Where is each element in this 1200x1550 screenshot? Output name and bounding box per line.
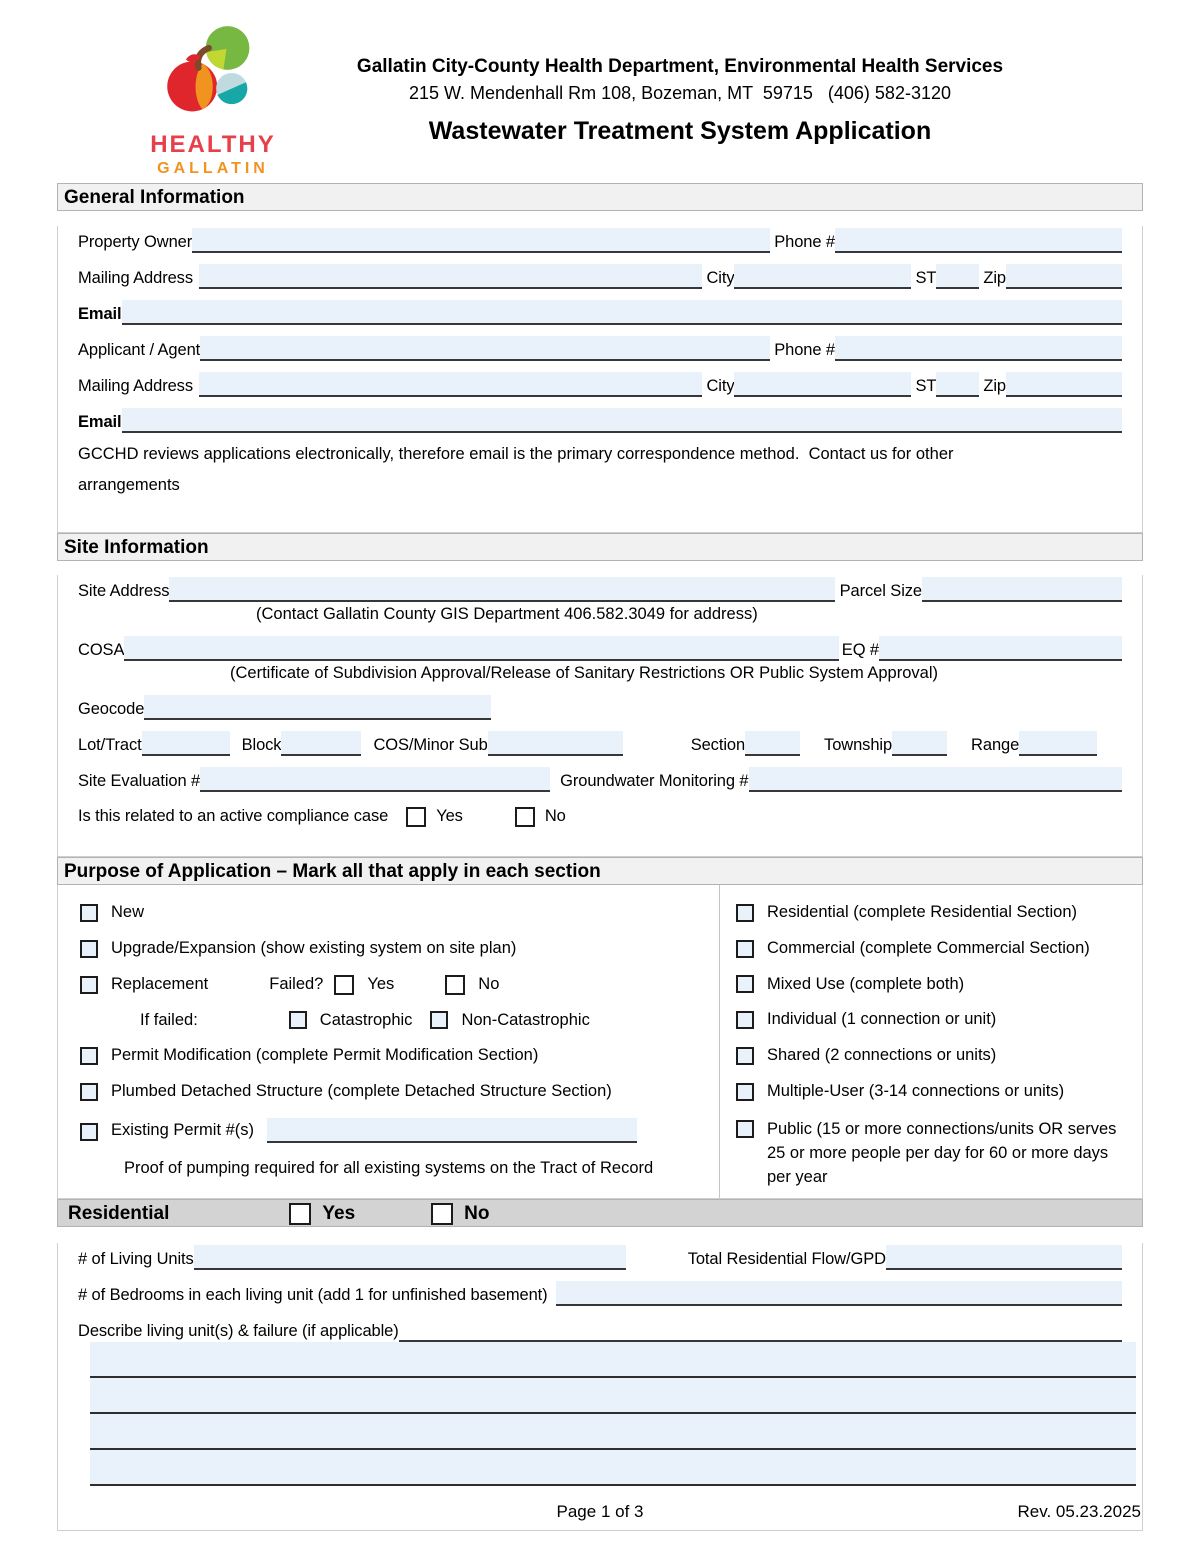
compliance-yes-checkbox[interactable]	[406, 807, 426, 827]
commercial-purpose-label: Commercial (complete Commercial Section)	[767, 938, 1090, 957]
multiple-user-label: Multiple-User (3-14 connections or units)	[767, 1081, 1065, 1100]
applicant-email-input[interactable]	[122, 408, 1122, 433]
cosa-label: COSA	[78, 640, 125, 659]
purpose-right-column	[720, 885, 1142, 1198]
applicant-city-label: City	[706, 376, 735, 395]
replacement-label: Replacement	[111, 974, 209, 993]
header-text	[225, 56, 1135, 146]
applicant-mailing-address-label: Mailing Address	[78, 376, 193, 395]
eq-number-input[interactable]	[879, 636, 1122, 661]
site-evaluation-input[interactable]	[200, 767, 550, 792]
failed-question-label: Failed?	[269, 974, 324, 993]
geocode-label: Geocode	[78, 699, 145, 718]
owner-st-label: ST	[915, 268, 937, 287]
cos-minor-sub-label: COS/Minor Sub	[373, 735, 488, 754]
catastrophic-label: Catastrophic	[319, 1010, 413, 1029]
org-address: 215 W. Mendenhall Rm 108, Bozeman, MT 59715 (406) 582-3120	[409, 83, 951, 103]
bedrooms-label: # of Bedrooms in each living unit (add 1 for unfinished basement)	[78, 1285, 548, 1304]
eq-number-label: EQ #	[841, 640, 879, 659]
general-information-section	[57, 183, 1143, 533]
revision-date: Rev. 05.23.2025	[1017, 1502, 1141, 1521]
range-input[interactable]	[1019, 731, 1097, 756]
property-owner-input[interactable]	[192, 228, 770, 253]
site-information-body	[57, 575, 1143, 857]
permit-modification-checkbox[interactable]	[80, 1047, 98, 1065]
applicant-st-input[interactable]	[936, 372, 979, 397]
parcel-size-input[interactable]	[922, 577, 1122, 602]
site-evaluation-label: Site Evaluation #	[78, 771, 201, 790]
page-header	[0, 0, 1200, 183]
failed-no-label: No	[478, 974, 500, 993]
compliance-yes-label: Yes	[436, 807, 463, 826]
owner-email-input[interactable]	[122, 300, 1122, 325]
cosa-input[interactable]	[124, 636, 838, 661]
residential-no-label: No	[464, 1203, 490, 1224]
individual-label: Individual (1 connection or unit)	[767, 1010, 997, 1029]
applicant-zip-input[interactable]	[1006, 372, 1122, 397]
describe-line-4[interactable]	[90, 1450, 1136, 1486]
total-flow-input[interactable]	[886, 1245, 1122, 1270]
applicant-mailing-address-input[interactable]	[199, 372, 702, 397]
residential-purpose-checkbox[interactable]	[736, 904, 754, 922]
describe-line-2[interactable]	[90, 1378, 1136, 1414]
geocode-input[interactable]	[144, 695, 491, 720]
owner-st-input[interactable]	[936, 264, 979, 289]
individual-checkbox[interactable]	[736, 1011, 754, 1029]
email-correspondence-note-line2: arrangements	[78, 476, 180, 494]
property-owner-label: Property Owner	[78, 232, 193, 251]
residential-header	[57, 1199, 1143, 1227]
plumbed-detached-checkbox[interactable]	[80, 1083, 98, 1101]
non-catastrophic-label: Non-Catastrophic	[461, 1010, 590, 1029]
site-information-section	[57, 533, 1143, 857]
compliance-no-label: No	[544, 807, 566, 826]
owner-zip-label: Zip	[983, 268, 1006, 287]
owner-zip-input[interactable]	[1006, 264, 1122, 289]
purpose-section	[57, 857, 1143, 1199]
mixed-use-checkbox[interactable]	[736, 975, 754, 993]
general-information-body	[57, 226, 1143, 533]
applicant-phone-input[interactable]	[835, 336, 1122, 361]
owner-email-label: Email	[78, 304, 122, 323]
applicant-city-input[interactable]	[734, 372, 911, 397]
residential-yes-label: Yes	[322, 1203, 356, 1224]
org-name: Gallatin City-County Health Department, Environmental Health Services	[356, 56, 1004, 77]
public-checkbox[interactable]	[736, 1120, 754, 1138]
applicant-agent-input[interactable]	[200, 336, 770, 361]
lot-tract-input[interactable]	[142, 731, 230, 756]
page-number: Page 1 of 3	[556, 1502, 644, 1521]
logo-word-healthy: HEALTHY	[150, 131, 276, 158]
residential-purpose-label: Residential (complete Residential Section)	[767, 903, 1077, 921]
compliance-case-label: Is this related to an active compliance case	[78, 807, 389, 826]
general-information-header: General Information	[57, 183, 1143, 211]
failed-yes-checkbox[interactable]	[334, 975, 354, 995]
residential-no-checkbox[interactable]	[431, 1203, 453, 1225]
existing-permit-input[interactable]	[267, 1118, 637, 1143]
owner-phone-input[interactable]	[835, 228, 1122, 253]
block-label: Block	[241, 735, 282, 754]
permit-modification-label: Permit Modification (complete Permit Modification Section)	[111, 1046, 539, 1065]
page-footer	[57, 1502, 1143, 1532]
multiple-user-checkbox[interactable]	[736, 1083, 754, 1101]
existing-permit-label: Existing Permit #(s)	[111, 1121, 255, 1140]
compliance-no-checkbox[interactable]	[515, 807, 535, 827]
groundwater-monitoring-input[interactable]	[749, 767, 1122, 792]
describe-line-1[interactable]	[90, 1342, 1136, 1378]
existing-permit-checkbox[interactable]	[80, 1123, 98, 1141]
commercial-purpose-checkbox[interactable]	[736, 940, 754, 958]
shared-checkbox[interactable]	[736, 1047, 754, 1065]
owner-city-input[interactable]	[734, 264, 911, 289]
parcel-size-label: Parcel Size	[839, 581, 922, 600]
purpose-left-column	[58, 885, 720, 1198]
email-correspondence-note-line1: GCCHD reviews applications electronically, therefore email is the primary correspondence method. Contact us for other	[78, 445, 954, 463]
mixed-use-label: Mixed Use (complete both)	[767, 974, 965, 993]
applicant-email-label: Email	[78, 412, 122, 431]
site-address-label: Site Address	[78, 581, 170, 600]
total-flow-label: Total Residential Flow/GPD	[687, 1249, 886, 1268]
describe-living-units-input[interactable]	[399, 1317, 1122, 1342]
residential-section	[57, 1199, 1143, 1531]
describe-living-units-label: Describe living unit(s) & failure (if applicable)	[78, 1321, 399, 1340]
site-information-header: Site Information	[57, 533, 1143, 561]
purpose-header: Purpose of Application – Mark all that apply in each section	[57, 857, 1143, 885]
living-units-label: # of Living Units	[78, 1249, 194, 1268]
living-units-input[interactable]	[194, 1245, 626, 1270]
lot-tract-label: Lot/Tract	[78, 735, 142, 754]
replacement-checkbox[interactable]	[80, 976, 98, 994]
purpose-body	[57, 885, 1143, 1199]
bedrooms-input[interactable]	[556, 1281, 1122, 1306]
cosa-certificate-note: (Certificate of Subdivision Approval/Release of Sanitary Restrictions OR Public System Approval)	[230, 664, 938, 682]
township-label: Township	[824, 735, 893, 754]
block-input[interactable]	[281, 731, 361, 756]
applicant-zip-label: Zip	[983, 376, 1006, 395]
upgrade-expansion-label: Upgrade/Expansion (show existing system on site plan)	[111, 938, 517, 957]
public-label: Public (15 or more connections/units OR serves 25 or more people per day for 60 or more days per year	[767, 1119, 1117, 1186]
cos-minor-sub-input[interactable]	[488, 731, 623, 756]
shared-label: Shared (2 connections or units)	[767, 1046, 997, 1065]
groundwater-monitoring-label: Groundwater Monitoring #	[560, 771, 749, 790]
owner-mailing-address-label: Mailing Address	[78, 268, 193, 287]
owner-phone-label: Phone #	[774, 232, 835, 251]
owner-city-label: City	[706, 268, 735, 287]
failed-yes-label: Yes	[367, 974, 395, 993]
range-label: Range	[971, 735, 1020, 754]
township-input[interactable]	[892, 731, 947, 756]
residential-body	[57, 1243, 1143, 1531]
describe-line-3[interactable]	[90, 1414, 1136, 1450]
applicant-phone-label: Phone #	[774, 340, 835, 359]
section-label: Section	[690, 735, 746, 754]
new-label: New	[111, 903, 145, 921]
owner-mailing-address-input[interactable]	[199, 264, 702, 289]
section-input[interactable]	[745, 731, 800, 756]
page-title: Wastewater Treatment System Application	[428, 117, 932, 145]
site-address-input[interactable]	[169, 577, 834, 602]
plumbed-detached-label: Plumbed Detached Structure (complete Detached Structure Section)	[111, 1082, 612, 1101]
applicant-st-label: ST	[915, 376, 937, 395]
new-checkbox[interactable]	[80, 904, 98, 922]
residential-yes-checkbox[interactable]	[289, 1203, 311, 1225]
logo-word-gallatin: GALLATIN	[157, 160, 269, 177]
if-failed-label: If failed:	[140, 1010, 198, 1029]
gis-contact-note: (Contact Gallatin County GIS Department 406.582.3049 for address)	[256, 605, 758, 623]
non-catastrophic-checkbox[interactable]	[430, 1011, 448, 1029]
upgrade-expansion-checkbox[interactable]	[80, 940, 98, 958]
residential-title: Residential	[68, 1203, 170, 1224]
applicant-agent-label: Applicant / Agent	[78, 340, 201, 359]
catastrophic-checkbox[interactable]	[289, 1011, 307, 1029]
proof-of-pumping-note: Proof of pumping required for all existing systems on the Tract of Record	[124, 1158, 654, 1177]
failed-no-checkbox[interactable]	[445, 975, 465, 995]
